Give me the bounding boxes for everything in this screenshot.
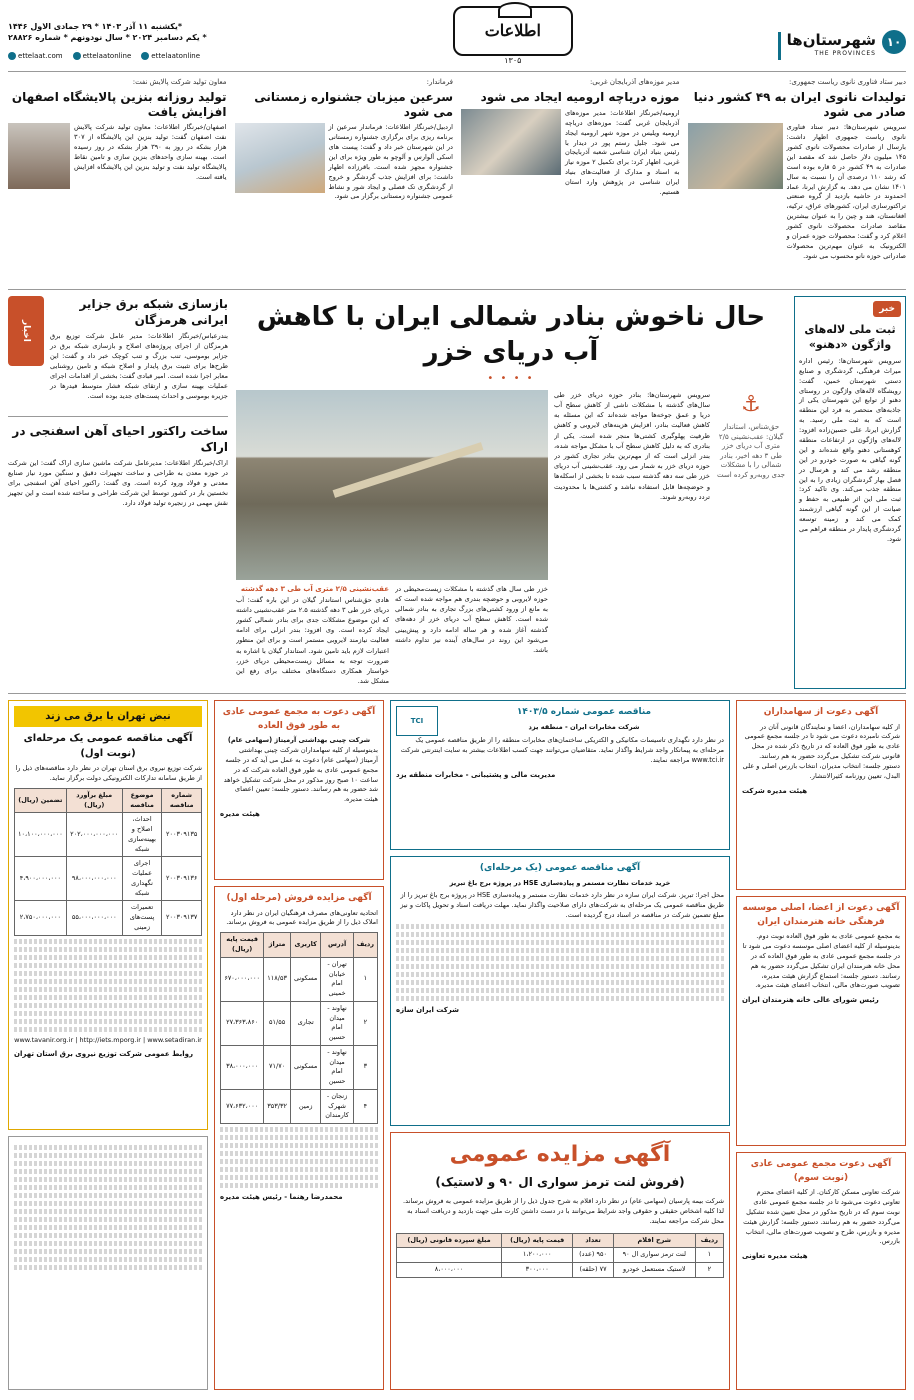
ad-telecom-tender[interactable] (390, 700, 730, 850)
ad-body: بدینوسیله از کلیه سهامداران شرکت چینی بهداشتی آرمیتاژ (سهامی عام) دعوت به عمل می آید که در جلسه مجمع عمومی عادی به طور فوق العاده شرکت که در ساعت ۱۰ صبح روز مذکور در محل شرکت تشکیل خواهد شد حضور به هم رسانند. دستور جلسه: تعیین اعضای هیئت مدیره. (223, 745, 378, 804)
news-arak[interactable] (8, 423, 228, 509)
news-title: بازسازی شبکه برق جزایر ایرانی هرمزگان (79, 297, 228, 328)
table-cell: تجاری (290, 1001, 320, 1045)
anchor-icon: ⚓ (741, 391, 761, 417)
ad-body: اتحادیه تعاونی‌های مصرف فرهنگیان ایران در نظر دارد املاک ذیل را از طریق مزایده عمومی به فروش برساند. (226, 908, 378, 927)
table-cell: لنت ترمز سواری ال ۹۰ (613, 1248, 695, 1263)
table-cell: نهاوند - میدان امام حسین (321, 1045, 353, 1089)
ad-signature: روابط عمومی شرکت توزیع نیروی برق استان تهران (14, 1050, 193, 1059)
article-photo (8, 123, 70, 189)
section-name: شهرستان‌ها (786, 31, 876, 49)
table-cell: ۳ (353, 1045, 377, 1089)
ad-cooperative[interactable] (736, 1152, 906, 1390)
table-row (221, 1001, 378, 1045)
table-cell: ۲۰۰۳۰۹۱۳۵ (162, 813, 202, 857)
news-body: اراک/خبرنگار اطلاعات: مدیرعامل شرکت ماشین سازی اراک گفت: این شرکت در حوزه معدن به طراحی و ساخت تجهیزات دقیق و سنگین مورد نیاز صنایع معدنی و فولاد ورود کرده است. وی گفت: راکتور احیای آهن اسفنجی برای نخستین بار در کشور توسط این شرکت طراحی و ساخته شده است و این تجهیز نقش مهمی در زنجیره تولید فولاد دارد. (8, 458, 228, 507)
ad-title: آگهی مزایده فروش (مرحله اول) (226, 893, 372, 903)
article-kicker: مدیر موزه‌های آذربایجان غربی: (589, 78, 680, 86)
ads-section (8, 700, 906, 1390)
telecom-logo-icon: TCI (396, 706, 438, 736)
table-cell: ۲،۷۵۰،۰۰۰،۰۰۰ (15, 901, 67, 935)
lead-column-2: خزر طی سال های گذشته با مشکلات زیست‌محیطی در حوزه لایروبی و حوضچه بندری هم مواجه شده است که به مانع از ورود کشتی‌های بزرگ تجاری به بنادر شمالی شده است. کاهش سطح آب دریای خزر از دهه‌های گذشته آغاز شده و هر ساله ادامه دارد و پیش‌بینی می‌شود این روند در سال‌های آینده نیز تداوم داشته باشد. (395, 584, 548, 654)
table-header: متراژ (264, 933, 291, 958)
table-cell: مسکونی (290, 957, 320, 1001)
table-cell: ۲۰۰۳۰۹۱۳۶ (162, 857, 202, 901)
table-header: مبلغ برآورد (ریال) (66, 788, 122, 813)
ad-signature: هیئت مدیره شرکت (742, 786, 808, 795)
social-links (8, 52, 248, 61)
decorative-dots: • • • • (487, 373, 535, 385)
logo-year: ۱۳۰۵ (504, 56, 522, 65)
ads-column-3 (214, 700, 384, 1390)
news-box-tulips[interactable] (794, 296, 906, 689)
article-headline: تولیدات نانوی ایران به ۴۹ کشور دنیا صادر می شود (693, 90, 906, 119)
table-cell: نهاوند - میدان امام حسین (321, 1001, 353, 1045)
divider (8, 416, 228, 417)
table-cell: ۷۷،۶۳۲،۰۰۰ (221, 1089, 264, 1123)
ad-signature: رئیس شورای عالی خانه هنرمندان ایران (742, 996, 879, 1005)
table-cell: تعمیرات پست‌های زمینی (122, 901, 162, 935)
table-cell: ۳۵۳/۳۲ (264, 1089, 291, 1123)
issue-date-gregorian: * یکم دسامبر ۲۰۲۴ * سال نودونهم * شماره ۲۸۸۲۶ (8, 32, 207, 42)
middle-section (8, 296, 906, 694)
ad-fine-print (396, 924, 724, 1001)
ad-armitage[interactable] (214, 700, 384, 880)
ads-column-1 (736, 700, 906, 1390)
table-cell (397, 1248, 502, 1263)
table-cell: ۱۰،۱۰۰،۰۰۰،۰۰۰ (15, 813, 67, 857)
lead-photo (236, 390, 548, 580)
ad-body: محل اجرا: تبریز. شرکت ایران سازه در نظر دارد خدمات نظارت مستمر و پیاده‌سازی HSE در پروژه برج باغ تبریز را از طریق مناقصه عمومی یک مرحله‌ای به شرکت‌های دارای صلاحیت واگذار نماید. مهلت دریافت اسناد و تحویل پاکات و نیز مبلغ تضمین شرکت در مناقصه در اسناد درج گردیده است. (400, 891, 724, 920)
page-number: ۱۰ (882, 30, 906, 54)
property-table (220, 932, 378, 1124)
ad-placeholder-area (8, 1136, 208, 1390)
logo-emblem (453, 6, 573, 56)
article-nano-exports[interactable] (688, 78, 907, 285)
article-kicker: فرماندار: (426, 78, 453, 86)
telegram-icon (73, 52, 81, 60)
article-body: اصفهان/خبرنگار اطلاعات: معاون تولید شرکت پالایش نفت اصفهان گفت: تولید بنزین این پالایشگاه از ۳۰۷ هزار بشکه در روز به ۳۹۰ هزار بشکه در روز رسیده است. بهینه سازی واحدهای بنزین سازی و تامین نقاط پالایشگاه تولید نفت و تولید بنزین این پالایشگاه افزایش یافته است. (74, 123, 227, 181)
globe-icon (8, 52, 16, 60)
instagram-link[interactable] (141, 52, 200, 61)
ad-signature: هیئت مدیره تعاونی (742, 1252, 808, 1261)
section-divider (778, 32, 781, 60)
ad-title: آگهی مناقصه عمومی یک مرحله‌ای (نوبت اول) (23, 733, 193, 759)
ad-hse-tender[interactable] (390, 856, 730, 1126)
top-news-row (8, 78, 906, 290)
table-cell: ۱ (353, 957, 377, 1001)
ad-fine-print (14, 939, 202, 1032)
ad-subtitle: شرکت مخابرات ایران - منطقه یزد (528, 722, 640, 731)
quote-sidebar (716, 390, 786, 689)
ad-signature: شرکت ایران سازه (396, 1006, 460, 1015)
ads-column-4 (8, 700, 208, 1390)
table-cell: اجرای عملیات نگهداری شبکه (122, 857, 162, 901)
ad-title: آگهی دعوت مجمع عمومی عادی (نوبت سوم) (750, 1159, 892, 1183)
ad-fine-print (220, 1127, 378, 1188)
ad-links[interactable]: www.tavanir.org.ir | http://iets.mporg.ir | www.setadiran.ir (14, 1035, 202, 1044)
table-cell: ۱۱۸/۵۳ (264, 957, 291, 1001)
ad-body: به مجمع عمومی عادی به طور فوق العاده نوبت دوم. بدینوسیله از کلیه اعضای اصلی موسسه دعوت می شود تا در جلسه مجمع عمومی عادی به طور فوق العاده که در محل خانه هنرمندان ایران تشکیل می‌گردد حضور به هم رسانند. دستور جلسه: استماع گزارش هیئت مدیره، تصویب صورت‌های مالی، انتخاب اعضای هیئت مدیره. (742, 932, 900, 990)
article-headline: موزه دریاچه ارومیه ایجاد می شود (480, 90, 680, 105)
table-cell: زنجان - شهرک کارمندان (321, 1089, 353, 1123)
article-sarein-festival[interactable] (235, 78, 454, 285)
ad-body: در نظر دارد نگهداری تاسیسات مکانیکی و الکتریکی ساختمان‌های مخابرات منطقه را از طریق مناقصه عمومی یک مرحله‌ای به پیمانکار واجد شرایط واگذار نماید. متقاضیان می‌توانند جهت کسب اطلاعات بیشتر به سایت اینترنتی شرکت www.tci.ir مراجعه نمایند. (400, 736, 724, 764)
article-photo (461, 109, 561, 175)
ad-signature: هیئت مدیره (220, 810, 260, 819)
table-cell: ۹۸،۰۰۰،۰۰۰،۰۰۰ (66, 857, 122, 901)
table-cell: زمین (290, 1089, 320, 1123)
table-cell: ۲۰۰۳۰۹۱۳۷ (162, 901, 202, 935)
table-cell: مسکونی (290, 1045, 320, 1089)
ads-column-2 (390, 700, 730, 1390)
ad-body: شرکت بیمه پارسیان (سهامی عام) در نظر دارد اقلام به شرح جدول ذیل را از طریق مزایده عمومی به فروش برساند. لذا کلیه اشخاص حقیقی و حقوقی واجد شرایط می‌توانند با در دست داشتن کارت ملی جهت بازدید و دریافت اسناد به محل شرکت مراجعه نمایند. (403, 1197, 724, 1225)
table-header: تضمین (ریال) (15, 788, 67, 813)
table-cell: ۲۰۲،۰۰۰،۰۰۰،۰۰۰ (66, 813, 122, 857)
table-row (221, 1045, 378, 1089)
table-cell: ۲ (353, 1001, 377, 1045)
article-headline: سرعین میزبان جشنواره زمستانی می شود (254, 90, 453, 119)
article-kicker: معاون تولید شرکت پالایش نفت: (132, 78, 227, 86)
table-header: کاربری (290, 933, 320, 958)
news-hormozgan[interactable] (8, 296, 228, 402)
telegram-text: ettelaatonline (82, 51, 132, 60)
tender-table (14, 788, 202, 936)
ad-artists-house[interactable] (736, 896, 906, 1146)
table-cell: ۳۰۰،۰۰۰ (502, 1263, 573, 1278)
auction-table (396, 1233, 724, 1278)
ad-title: آگهی دعوت از سهامداران (763, 707, 879, 717)
table-row (397, 1248, 724, 1263)
table-cell: ۵۵،۰۰۰،۰۰۰،۰۰۰ (66, 901, 122, 935)
instagram-icon (141, 52, 149, 60)
table-row (221, 1089, 378, 1123)
table-row (221, 957, 378, 1001)
table-header: مبلغ سپرده قانونی (ریال) (397, 1233, 502, 1248)
table-cell: ۱ (695, 1248, 723, 1263)
issue-date-hijri: *یکشنبه ۱۱ آذر ۱۴۰۳ * ۲۹ جمادی الاول ۱۴۴۶ (8, 22, 183, 31)
ad-property-auction[interactable] (214, 886, 384, 1390)
article-photo (688, 123, 783, 189)
lead-subhead: عقب‌نشینی ۲/۵ متری آب طی ۳ دهه گذشته (240, 584, 389, 593)
ad-shareholders[interactable] (736, 700, 906, 890)
table-cell: ۴ (353, 1089, 377, 1123)
ad-subtitle: (فروش لنت ترمز سواری ال ۹۰ و لاستیک) (435, 1175, 685, 1189)
ad-subtitle: شرکت چینی بهداشتی آرمیتاژ (سهامی عام) (227, 736, 371, 744)
ad-tehran-electricity[interactable] (8, 700, 208, 1130)
ad-body: شرکت توزیع نیروی برق استان تهران در نظر دارد مناقصه‌های ذیل را از طریق سامانه تدارکات الکترونیکی دولت برگزار نماید. (15, 764, 202, 782)
article-body: اردبیل/خبرنگار اطلاعات: فرماندار سرعین از برنامه ریزی برای برگزاری جشنواره زمستانی در این شهرستان خبر داد و گفت: پیست های اسکی آلوارس و آلوچو به طور ویژه برای این جشنواره مجهز شده است. باقرزاده اظهار داشت: برای افزایش جذب گردشگر و خروج از گردشگری تک فصلی و ایجاد شور و نشاط عمومی جشنواره زمستانی برگزار می شود. (328, 123, 453, 201)
article-photo (235, 123, 325, 193)
logo-text: اطلاعات (484, 21, 541, 41)
ad-signature: محمدرضا رهنما - رئیس هیئت مدیره (220, 1193, 343, 1202)
table-row (15, 813, 202, 857)
table-header: تعداد (573, 1233, 614, 1248)
website-text: ettelaat.com (18, 51, 63, 60)
table-cell: ۹۵۰ (عدد) (573, 1248, 614, 1263)
table-cell: لاستیک مستعمل خودرو (613, 1263, 695, 1278)
table-cell: ۴،۹۰۰،۰۰۰،۰۰۰ (15, 857, 67, 901)
table-cell: ۳۸،۰۰۰،۰۰۰ (221, 1045, 264, 1089)
news-tag: خبر (873, 301, 901, 317)
table-cell: ۷۱/۷۰ (264, 1045, 291, 1089)
table-row (397, 1263, 724, 1278)
telegram-link[interactable] (73, 52, 132, 61)
ad-title: آگهی دعوت به مجمع عمومی عادی به طور فوق العاده (222, 707, 376, 731)
table-header: آدرس (321, 933, 353, 958)
brand-slogan: نبض تهران با برق می زند (14, 706, 202, 727)
article-headline: تولید روزانه بنزین پالایشگاه اصفهان افزایش یافت (11, 90, 227, 119)
section-name-en: THE PROVINCES (814, 50, 876, 58)
newspaper-logo[interactable] (438, 6, 588, 67)
masthead (8, 6, 906, 72)
table-cell: ۶۷۰،۰۰۰،۰۰۰ (221, 957, 264, 1001)
ad-title: آگهی مناقصه عمومی (یک مرحله‌ای) (479, 863, 641, 873)
news-box-title: ثبت ملی لاله‌های واژگون «دهنو» (804, 323, 896, 351)
table-cell: ۷۷ (حلقه) (573, 1263, 614, 1278)
table-cell: تهران - خیابان امام خمینی (321, 957, 353, 1001)
article-kicker: دبیر ستاد فناوری نانوی ریاست جمهوری: (789, 78, 906, 86)
news-title: ساخت راکتور احیای آهن اسفنجی در اراک (12, 423, 228, 454)
table-header: قیمت پایه (ریال) (502, 1233, 573, 1248)
lead-headline: حال ناخوش بنادر شمالی ایران با کاهش آب دریای خزر (256, 302, 766, 368)
table-header: شرح اقلام (613, 1233, 695, 1248)
table-header: ردیف (353, 933, 377, 958)
article-isfahan-refinery[interactable] (8, 78, 227, 285)
ad-fine-print (14, 1145, 202, 1270)
table-cell: ۸،۰۰۰،۰۰۰ (397, 1263, 502, 1278)
news-tag: اخبار (8, 296, 44, 366)
ad-parsian-auction[interactable] (390, 1132, 730, 1390)
ad-title: مناقصه عمومی شماره ۱۴۰۳/۵ (516, 707, 652, 717)
table-header: موضوع مناقصه (122, 788, 162, 813)
table-header: قیمت پایه (ریال) (221, 933, 264, 958)
table-cell: ۲ (695, 1263, 723, 1278)
instagram-text: ettelaatonline (151, 51, 201, 60)
ad-title: آگهی دعوت از اعضا، اصلی موسسه فرهنگی خانه هنرمندان ایران (742, 903, 900, 927)
news-body: بندرعباس/خبرنگار اطلاعات: مدیر عامل شرکت توزیع برق هرمزگان از اجرای پروژه‌های اصلاح و بازسازی شبکه برق در جزایر بوموسی، تنب بزرگ و تنب کوچک خبر داد و گفت: این طرح‌ها برای تثبیت برق پایدار و اصلاح شبکه و تامین روشنایی معابر اجرا شده است. امیر قبادی گفت: بخشی از اقدامات اجرای عملیات بهینه سازی و ارتقای شبکه فشار متوسط فیدرها در جزیره بوموسی و احداث پست‌های جدید بوده است. (50, 332, 228, 400)
lead-column-1: سرویس شهرستان‌ها: بنادر حوزه دریای خزر طی سال‌های گذشته با مشکلات ناشی از کاهش سطح آب دریا و عمق جوخه‌ها مواجه شده‌اند که این مسئله به کاهش فعالیت بنادر، افزایش هزینه‌های لایروبی و کاهش ظرفیت پهلوگیری کشتی‌ها منجر شده است. یکی از بنادری که به دلیل کاهش سطح آب با مشکل مواجه شده، بندر انزلی است که از مهم‌ترین بنادر تجاری کشور در حوزه دریای خزر به شمار می رود. عقب‌نشینی آب دریای خزر طی سه دهه گذشته سبب شده تا بخشی از اسکله‌ها و حوضچه‌ها قابل استفاده نباشد و کشتی‌ها با محدودیت تردد روبه‌رو شوند. (554, 390, 710, 501)
article-urmia-museum[interactable] (461, 78, 680, 285)
news-box-body: سرویس شهرستان‌ها: رئیس اداره میراث فرهنگی، گردشگری و صنایع دستی شهرستان خمین، گفت: رویشگاه لاله‌های واژگون در روستای دهنو از توابع این شهرستان یکی از جاذبه‌های منحصر به فرد این منطقه است که به ثبت ملی رسید. به گزارش ایرنا، علی حسین‌زاده افزود: لاله‌های واژگون در ارتفاعات منطقه کوهستانی دهنو واقع شده‌اند و این گونه گیاهی به صورت خودرو در این منطقه رشد می کند و هرسال در فصل بهار گردشگران زیادی را به این منطقه جذب می‌کند. وی تاکید کرد: ثبت ملی این اثر طبیعی به حفظ و صیانت از این گونه گیاهی ارزشمند کمک می کند و زمینه توسعه گردشگری پایدار در منطقه فراهم می شود. (799, 356, 901, 543)
section-header (778, 6, 906, 60)
table-header: ردیف (695, 1233, 723, 1248)
table-cell: ۲۷،۳۶۳،۸۶۰ (221, 1001, 264, 1045)
table-cell: ۱،۲۰۰،۰۰۰ (502, 1248, 573, 1263)
lead-column-3: هادی حق‌شناس استاندار گیلان در این باره گفت: آب دریای خزر طی ۳ دهه گذشته ۲.۵ متر عقب‌نشینی داشته که این موضوع مشکلات جدی برای بنادر شمالی کشور ایجاد کرده است. وی افزود: بندر انزلی برای ادامه فعالیت نیازمند لایروبی مستمر است و برای این منظور اعتبارات لازم باید تامین شود. استاندار گیلان با اشاره به ضرورت توجه به مسائل زیست‌محیطی دریای خزر، خواستار همکاری دستگاه‌های مختلف برای رفع این مشکل شد. (236, 595, 389, 686)
table-cell: ۵۱/۵۵ (264, 1001, 291, 1045)
ad-signature: مدیریت مالی و پشتیبانی - مخابرات منطقه یزد (396, 770, 556, 779)
table-header: شماره مناقصه (162, 788, 202, 813)
ad-subtitle: خرید خدمات نظارت مستمر و پیاده‌سازی HSE در پروژه برج باغ تبریز (449, 878, 671, 887)
table-row (15, 857, 202, 901)
ad-body: از کلیه سهامداران، اعضا و نمایندگان قانونی آنان در شرکت نامبرده دعوت می شود تا در جلسه مجمع عمومی عادی به طور فوق العاده که در تاریخ ذکر شده در محل قانونی شرکت تشکیل می‌گردد حضور به هم رسانند. دستور جلسه: انتخاب مدیران، انتخاب بازرس اصلی و علی البدل، تعیین روزنامه کثیرالانتشار. (742, 722, 900, 780)
left-news-column (8, 296, 228, 689)
article-body: سرویس شهرستان‌ها: دبیر ستاد فناوری نانوی ریاست جمهوری اظهار داشت: بارسال از صادرات محصولات نانوی کشور ۱۴۵ میلیون دلار حاصل شد که مقصد این صادرات به ۴۹ کشور در ۵ قاره بوده است که رشد ۱۱۰ درصدی آن را نسبت به سال ۱۴۰۱ نشان می دهد. به گزارش ایرنا، عماد احمدوند در حاشیه بازدید از گروه صنعتی تراکتورسازی ایران، کشورهای عراق، ترکیه، افغانستان، هند و چین را به عنوان بیشترین مقاصد صادرات محصولات نانوی کشور اعلام کرد و گفت: محصولات حوزه عمران و الکترونیک به عنوان مهم‌ترین محصولات صادراتی حوزه نانو محسوب می شود. (786, 123, 906, 260)
article-body: ارومیه/خبرنگار اطلاعات: مدیر موزه‌های آذربایجان غربی گفت: موزه‌های دریاچه ارومیه ویلیس در موزه شهر ارومیه ایجاد می شود. جلیل رستم پور در دیدار با رئیس بنیاد ایران شناسی شعبه آذربایجان غربی، اظهار کرد: برای تکمیل ۲ موزه نیاز به اسناد و مدارک از فعالیت‌های بنیاد ایران شناسی در پژوهش وارد استان هستیم. (565, 108, 680, 196)
issue-info (8, 6, 248, 61)
lead-story[interactable] (236, 296, 786, 689)
table-row (15, 901, 202, 935)
table-cell: احداث، اصلاح و بهینه‌سازی شبکه (122, 813, 162, 857)
ad-body: شرکت تعاونی مسکن کارکنان. از کلیه اعضای محترم تعاونی دعوت می‌شود تا در جلسه مجمع عمومی عادی نوبت سوم که در تاریخ مذکور در محل تعیین شده تشکیل می‌گردد حضور به هم رسانند. دستور جلسه: گزارش هیئت مدیره و بازرس، طرح و تصویب صورت‌های مالی، انتخاب بازرس. (743, 1188, 900, 1246)
website-link[interactable] (8, 52, 63, 61)
ad-title: آگهی مزایده عمومی (449, 1142, 671, 1167)
quote-text: حق‌شناس، استاندار گیلان: عقب‌نشینی ۲/۵ متری آب دریای خزر طی ۳ دهه اخیر، بنادر شمالی را با مشکلات جدی روبه‌رو کرده است (716, 423, 786, 479)
